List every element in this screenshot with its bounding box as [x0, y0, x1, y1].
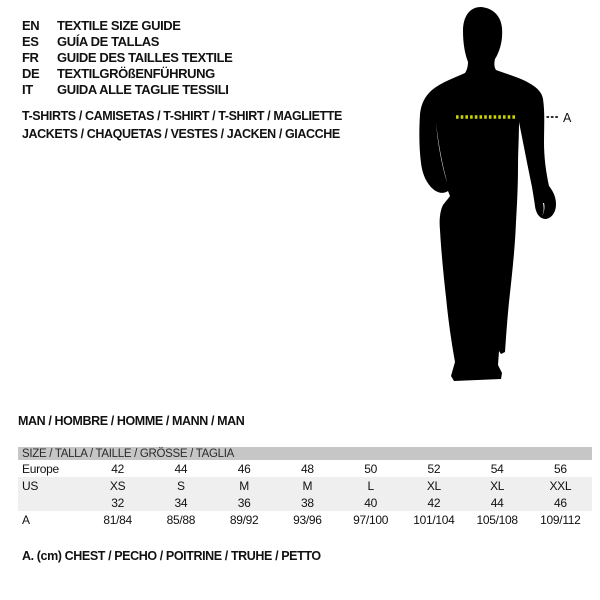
size-cell: XL	[426, 478, 441, 493]
language-list	[22, 18, 232, 97]
language-code: IT	[22, 81, 33, 97]
size-cell: 93/96	[293, 512, 322, 527]
size-cell: XL	[490, 478, 505, 493]
language-label: GUIDE DES TAILLES TEXTILE	[57, 49, 233, 65]
language-label: TEXTILGRÖßENFÜHRUNG	[57, 65, 215, 81]
size-cell: 38	[301, 495, 314, 510]
size-cell: 46	[237, 461, 251, 476]
size-cell: 85/88	[166, 512, 196, 527]
man-silhouette-figure	[405, 0, 600, 400]
language-code: ES	[22, 34, 39, 50]
category-line-tshirts: T-SHIRTS / CAMISETAS / T-SHIRT / T-SHIRT / MAGLIETTE	[22, 109, 342, 123]
language-row-es	[22, 34, 232, 50]
size-table-header: SIZE / TALLA / TAILLE / GRÖSSE / TAGLIA	[18, 447, 592, 460]
size-cell: 109/112	[540, 512, 581, 527]
size-cell: 44	[174, 461, 188, 476]
size-cell: 97/100	[353, 512, 389, 527]
row-label: A	[22, 512, 30, 527]
size-cell: 48	[301, 461, 314, 476]
language-label: GUÍA DE TALLAS	[57, 34, 160, 50]
language-row-en	[22, 18, 232, 34]
size-table	[18, 447, 592, 528]
size-cell: XXL	[549, 478, 572, 493]
size-cell: 101/104	[413, 512, 455, 527]
language-label: GUIDA ALLE TAGLIE TESSILI	[57, 81, 229, 97]
size-cell: 89/92	[229, 512, 259, 527]
size-cell: 105/108	[476, 512, 518, 527]
section-title-man: MAN / HOMBRE / HOMME / MANN / MAN	[18, 414, 245, 428]
language-code: EN	[22, 18, 40, 34]
size-cell: 36	[237, 495, 251, 510]
table-row-europe	[18, 460, 592, 477]
measure-label-a: A	[563, 111, 572, 125]
language-code: FR	[22, 49, 39, 65]
category-line-jackets: JACKETS / CHAQUETAS / VESTES / JACKEN / GIACCHE	[22, 127, 340, 141]
size-cell: 52	[427, 461, 441, 476]
size-cell: 42	[427, 495, 441, 510]
size-cell: 81/84	[103, 512, 132, 527]
size-cell: 56	[554, 461, 567, 476]
language-row-de	[22, 65, 232, 81]
size-cell: 42	[111, 461, 124, 476]
size-cell: M	[239, 478, 249, 493]
table-row-us	[18, 477, 592, 494]
man-silhouette	[419, 7, 556, 381]
size-cell: 50	[364, 461, 377, 476]
size-cell: 44	[490, 495, 504, 510]
size-cell: L	[367, 478, 374, 493]
size-cell: S	[177, 478, 185, 493]
garment-categories	[22, 107, 342, 143]
row-label: US	[22, 478, 39, 493]
language-code: DE	[22, 65, 40, 81]
language-row-fr	[22, 50, 232, 66]
size-cell: 40	[364, 495, 377, 510]
size-cell: 46	[554, 495, 567, 510]
table-row-us-numeric	[18, 494, 592, 511]
table-row-chest-a	[18, 511, 592, 528]
size-cell: 34	[174, 495, 188, 510]
size-cell: 54	[490, 461, 504, 476]
language-label: TEXTILE SIZE GUIDE	[57, 18, 181, 34]
size-cell: XS	[109, 478, 126, 493]
size-cell: M	[302, 478, 313, 493]
measurement-footnote: A. (cm) CHEST / PECHO / POITRINE / TRUHE / PETTO	[22, 549, 321, 563]
size-cell: 32	[111, 495, 124, 510]
language-row-it	[22, 81, 232, 97]
row-label: Europe	[22, 461, 59, 476]
